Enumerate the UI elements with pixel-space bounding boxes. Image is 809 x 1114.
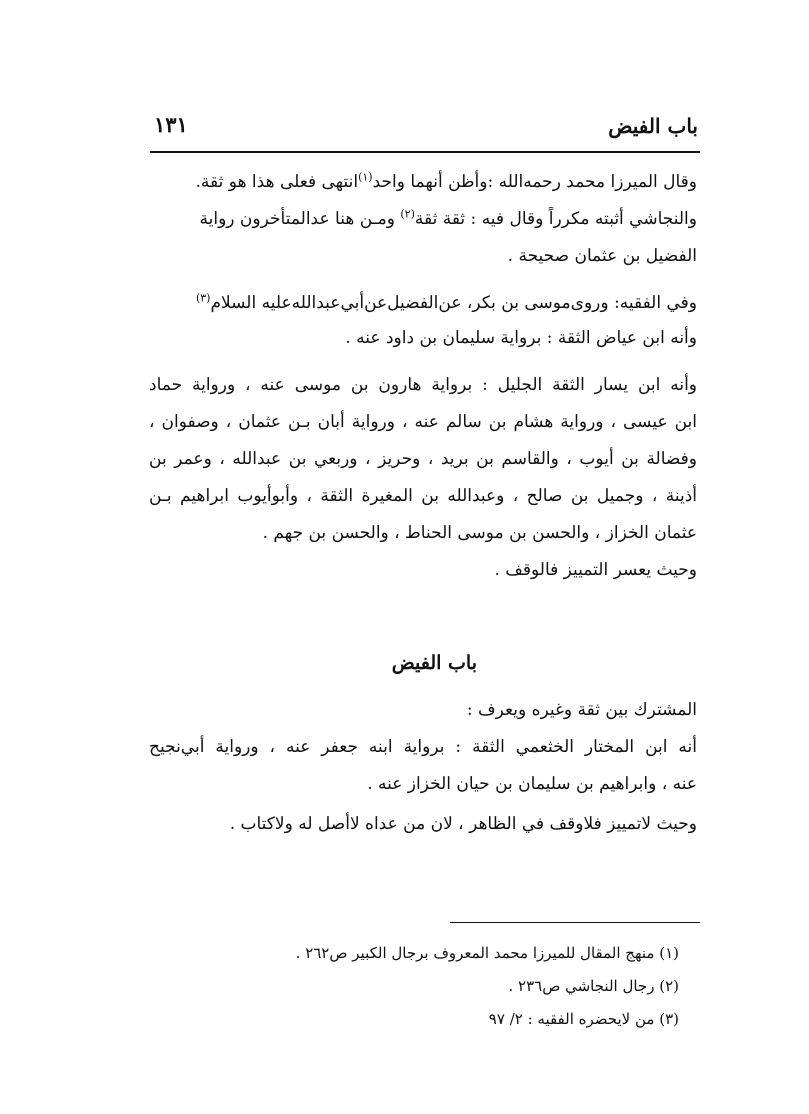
body-line: ابن عيسى ، ورواية هشام بن سالم عنه ، ورواية أبان بـن عثمان ، وصفوان ، (149, 412, 697, 432)
body-text: وأنه ابن عياض الثقة : برواية سليمان بن داود عنه . (345, 328, 697, 348)
footnote-number: (٢) (659, 977, 679, 995)
footnote-text: منهج المقال للميرزا محمد المعروف برجال الكبير ص٢٦٢ . (295, 944, 655, 962)
body-line: عنه ، وابراهيم بن سليمان بن حيان الخزاز عنه . (367, 774, 697, 794)
running-title: باب الفيض (608, 114, 698, 138)
body-line (149, 170, 697, 194)
footnote-ref: (٣) (195, 291, 211, 305)
body-text: انتهى فعلى هذا هو ثقة. (195, 172, 359, 192)
body-text: ومـن هنا عدالمتأخرون رواية (199, 209, 401, 229)
footnote-ref: (١) (358, 170, 373, 184)
body-line: أذينة ، وجميل بن صالح ، وعبدالله بن المغيرة الثقة ، وأبوأيوب ابراهيم بـن (149, 486, 697, 506)
footnote-number: (١) (659, 944, 679, 962)
body-text: وقال الميرزا محمد رحمه‌الله :وأظن أنهما واحد (372, 172, 697, 192)
body-line (149, 291, 697, 315)
footnote-item (159, 975, 679, 997)
footnote-text: من لايحضره الفقيه : ٢/ ٩٧ (488, 1010, 655, 1028)
footnote-text: رجال النجاشي ص٢٣٦ . (508, 977, 655, 995)
body-line: وأنه ابن يسار الثقة الجليل : برواية هارون بن موسى عنه ، ورواية حماد (149, 375, 697, 395)
body-line: عثمان الخزاز ، والحسن بن موسى الحناط ، والحسن بن جهم . (262, 523, 697, 543)
body-line: أنه ابن المختار الخثعمي الثقة : برواية ابنه جعفر عنه ، ورواية أبي‌نجيح (149, 737, 697, 757)
body-line (149, 244, 697, 268)
body-text: الفضيل بن عثمان صحيحة . (507, 246, 697, 266)
page-header (150, 108, 698, 148)
section-title: باب الفيض (391, 652, 477, 674)
footnote-divider (450, 922, 700, 923)
body-line: وحيث يعسر التمييز فالوقف . (494, 560, 697, 580)
body-text: والنجاشي أثبته مكرراً وقال فيه : ثقة ثقة (414, 209, 697, 229)
footnote-item (159, 1008, 679, 1030)
body-line: المشترك بين ثقة وغيره ويعرف : (466, 700, 697, 720)
body-line: وفضالة بن أيوب ، والقاسم بن بريد ، وحريز ، وربعي بن عبدالله ، وعمر بن (149, 449, 697, 469)
footnote-number: (٣) (659, 1010, 679, 1028)
body-line: وحيث لاتمييز فلاوقف في الظاهر ، لان من عداه لاأصل له ولاكتاب . (229, 814, 697, 834)
footnote-item (159, 942, 679, 964)
footnote-ref: (٢) (400, 207, 415, 221)
header-divider (150, 151, 700, 153)
body-text: وفي الفقيه: وروى‌موسى بن بكر، عن‌الفضيل‌عن‌أبي‌عبدالله‌عليه السلام (210, 293, 697, 313)
page-number: ١٣١ (154, 112, 188, 137)
body-line (149, 326, 697, 350)
body-line (149, 207, 697, 231)
